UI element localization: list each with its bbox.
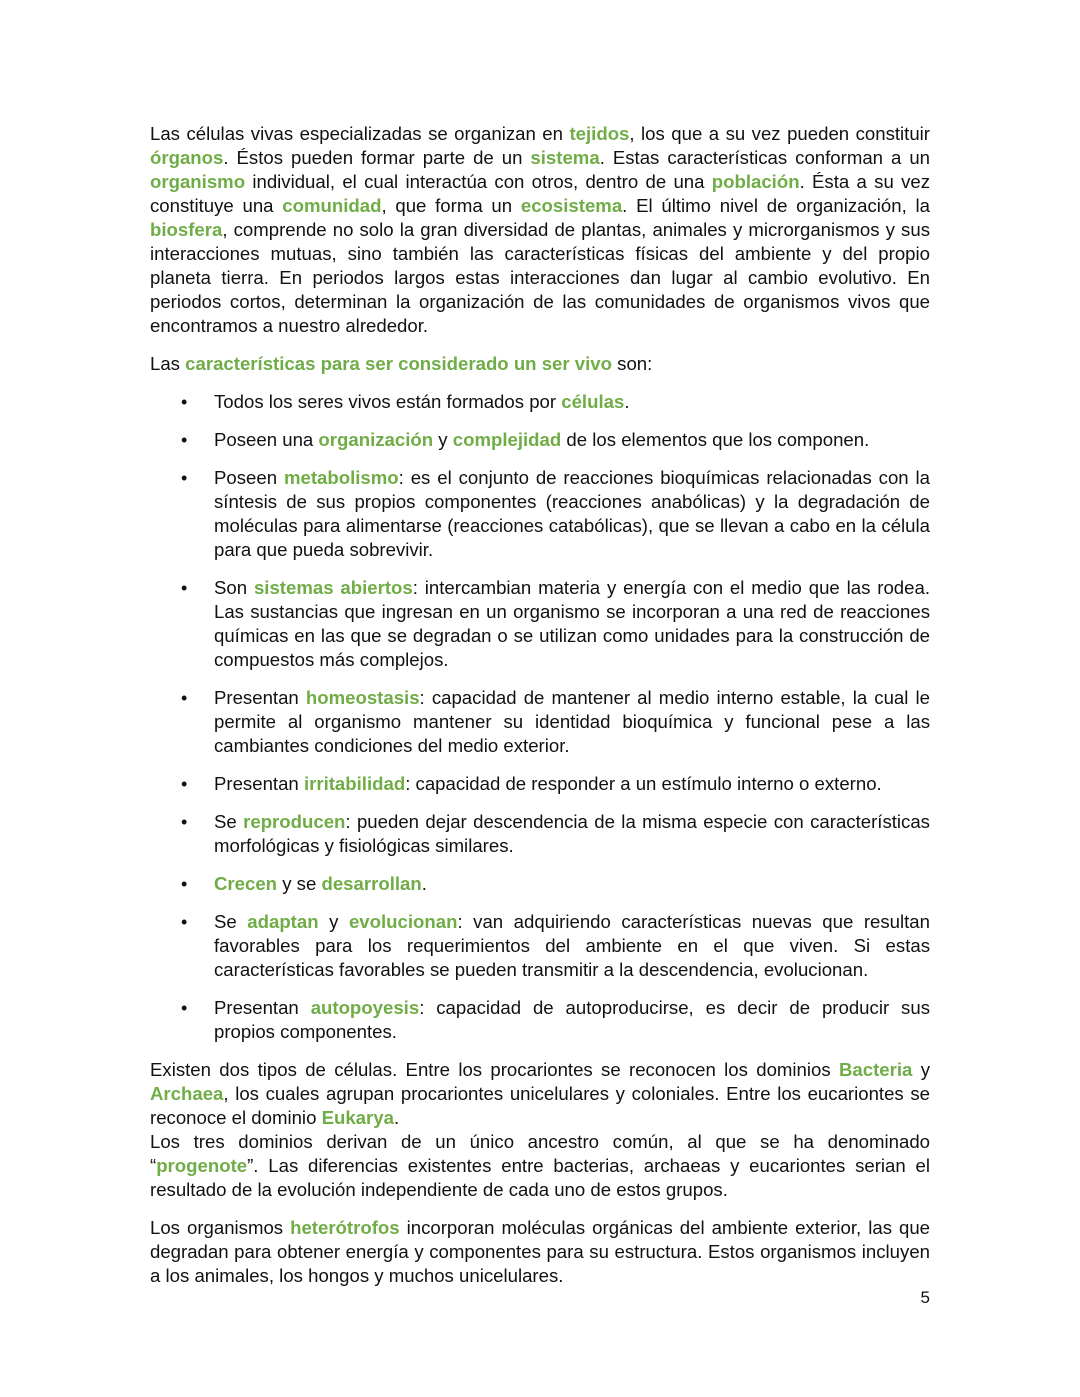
term-adaptan: adaptan bbox=[247, 911, 319, 932]
paragraph-characteristics-intro: Las características para ser considerado un ser vivo son: bbox=[150, 353, 653, 374]
list-item: • Se reproducen: pueden dejar descendencia de la misma especie con características morfológicas y fisiológicas similares. bbox=[181, 811, 930, 856]
term-caracteristicas-ser-vivo: características para ser considerado un ser vivo bbox=[185, 353, 612, 374]
term-bacteria: Bacteria bbox=[838, 1059, 913, 1080]
term-sistemas-abiertos: sistemas abiertos bbox=[253, 577, 413, 598]
list-item: • Son sistemas abiertos: intercambian materia y energía con el medio que las rodea. Las sustancias que ingresan en un organismo se incorporan a una red de reacciones químicas en las que se degradan o se utilizan como unidades para la construcción de compuestos más complejos. bbox=[181, 577, 930, 670]
term-archaea: Archaea bbox=[150, 1083, 224, 1104]
bullet-icon: • bbox=[181, 468, 188, 488]
list-item: • Crecen y se desarrollan. bbox=[181, 873, 427, 894]
list-item: • Se adaptan y evolucionan: van adquiriendo características nuevas que resultan favorables para los requerimientos del ambiente en el que viven. Si estas características favorables se pueden transmitir a la descendencia, evolucionan. bbox=[181, 911, 930, 980]
bullet-icon: • bbox=[181, 812, 188, 832]
term-eukarya: Eukarya bbox=[321, 1107, 394, 1128]
term-autopoyesis: autopoyesis bbox=[310, 997, 420, 1018]
term-desarrollan: desarrollan bbox=[321, 873, 422, 894]
term-celulas: células bbox=[561, 391, 625, 412]
term-ecosistema: ecosistema bbox=[520, 195, 623, 216]
term-heterotrofos: heterótrofos bbox=[290, 1217, 400, 1238]
list-item: • Presentan homeostasis: capacidad de mantener al medio interno estable, la cual le permite al organismo mantener su identidad bioquímica y funcional pese a las cambiantes condiciones del medio exterior. bbox=[181, 687, 930, 756]
term-comunidad: comunidad bbox=[282, 195, 382, 216]
term-homeostasis: homeostasis bbox=[305, 687, 420, 708]
characteristics-list bbox=[150, 390, 930, 1044]
bullet-icon: • bbox=[181, 774, 188, 794]
page-number: 5 bbox=[920, 1288, 930, 1307]
list-item: • Poseen metabolismo: es el conjunto de reacciones bioquímicas relacionadas con la síntesis de sus propios componentes (reacciones anabólicas) y la degradación de moléculas para alimentarse (reacciones catabólicas), que se llevan a cabo en la célula para que pueda sobrevivir. bbox=[181, 467, 930, 560]
bullet-icon: • bbox=[181, 912, 188, 932]
term-sistema: sistema bbox=[530, 147, 600, 168]
list-item: • Todos los seres vivos están formados por células. bbox=[181, 391, 630, 412]
bullet-icon: • bbox=[181, 998, 188, 1018]
term-tejidos: tejidos bbox=[569, 123, 630, 144]
term-organismo: organismo bbox=[150, 171, 246, 192]
paragraph-heterotrophs: Los organismos heterótrofos incorporan moléculas orgánicas del ambiente exterior, las que degradan para obtener energía y componentes para su estructura. Estos organismos incluyen a los animales, los hongos y muchos unicelulares. bbox=[150, 1217, 931, 1286]
bullet-icon: • bbox=[181, 688, 188, 708]
term-progenote: progenote bbox=[156, 1155, 248, 1176]
list-item: • Presentan irritabilidad: capacidad de responder a un estímulo interno o externo. bbox=[181, 773, 882, 794]
term-poblacion: población bbox=[711, 171, 800, 192]
term-irritabilidad: irritabilidad bbox=[303, 773, 406, 794]
bullet-icon: • bbox=[181, 392, 188, 412]
term-organos: órganos bbox=[150, 147, 224, 168]
bullet-icon: • bbox=[181, 578, 188, 598]
term-reproducen: reproducen bbox=[243, 811, 346, 832]
term-organizacion: organización bbox=[318, 429, 434, 450]
document-page bbox=[150, 122, 930, 1288]
term-complejidad: complejidad bbox=[452, 429, 562, 450]
term-crecen: Crecen bbox=[214, 873, 278, 894]
term-metabolismo: metabolismo bbox=[283, 467, 399, 488]
bullet-icon: • bbox=[181, 430, 188, 450]
bullet-icon: • bbox=[181, 874, 188, 894]
list-item: • Presentan autopoyesis: capacidad de autoproducirse, es decir de producir sus propios componentes. bbox=[181, 997, 930, 1042]
list-item: • Poseen una organización y complejidad de los elementos que los componen. bbox=[181, 429, 870, 450]
paragraph-cell-types: Existen dos tipos de células. Entre los procariontes se reconocen los dominios Bacteria y Archaea, los cuales agrupan procariontes unicelulares y coloniales. Entre los eucariontes se reconoce el dominio Eukarya. bbox=[150, 1059, 930, 1128]
paragraph-progenote: Los tres dominios derivan de un único ancestro común, al que se ha denominado “progenote”. Las diferencias existentes entre bacterias, archaeas y eucariontes serian el resultado de la evolución independiente de cada uno de estos grupos. bbox=[150, 1131, 930, 1200]
term-evolucionan: evolucionan bbox=[348, 911, 458, 932]
paragraph-levels-of-organization: Las células vivas especializadas se organizan en tejidos, los que a su vez pueden constituir órganos. Éstos pueden formar parte de un sistema. Estas características conforman a un organismo individual, el cual interactúa con otros, dentro de una población. Ésta a su vez constituye una comunidad, que forma un ecosistema. El último nivel de organización, la biosfera, comprende no solo la gran diversidad de plantas, animales y microrganismos y sus interacciones mutuas, sino también las características físicas del ambiente y del propio planeta tierra. En periodos largos estas interacciones dan lugar al cambio evolutivo. En periodos cortos, determinan la organización de las comunidades de organismos vivos que encontramos a nuestro alrededor. bbox=[150, 123, 931, 336]
term-biosfera: biosfera bbox=[150, 219, 223, 240]
